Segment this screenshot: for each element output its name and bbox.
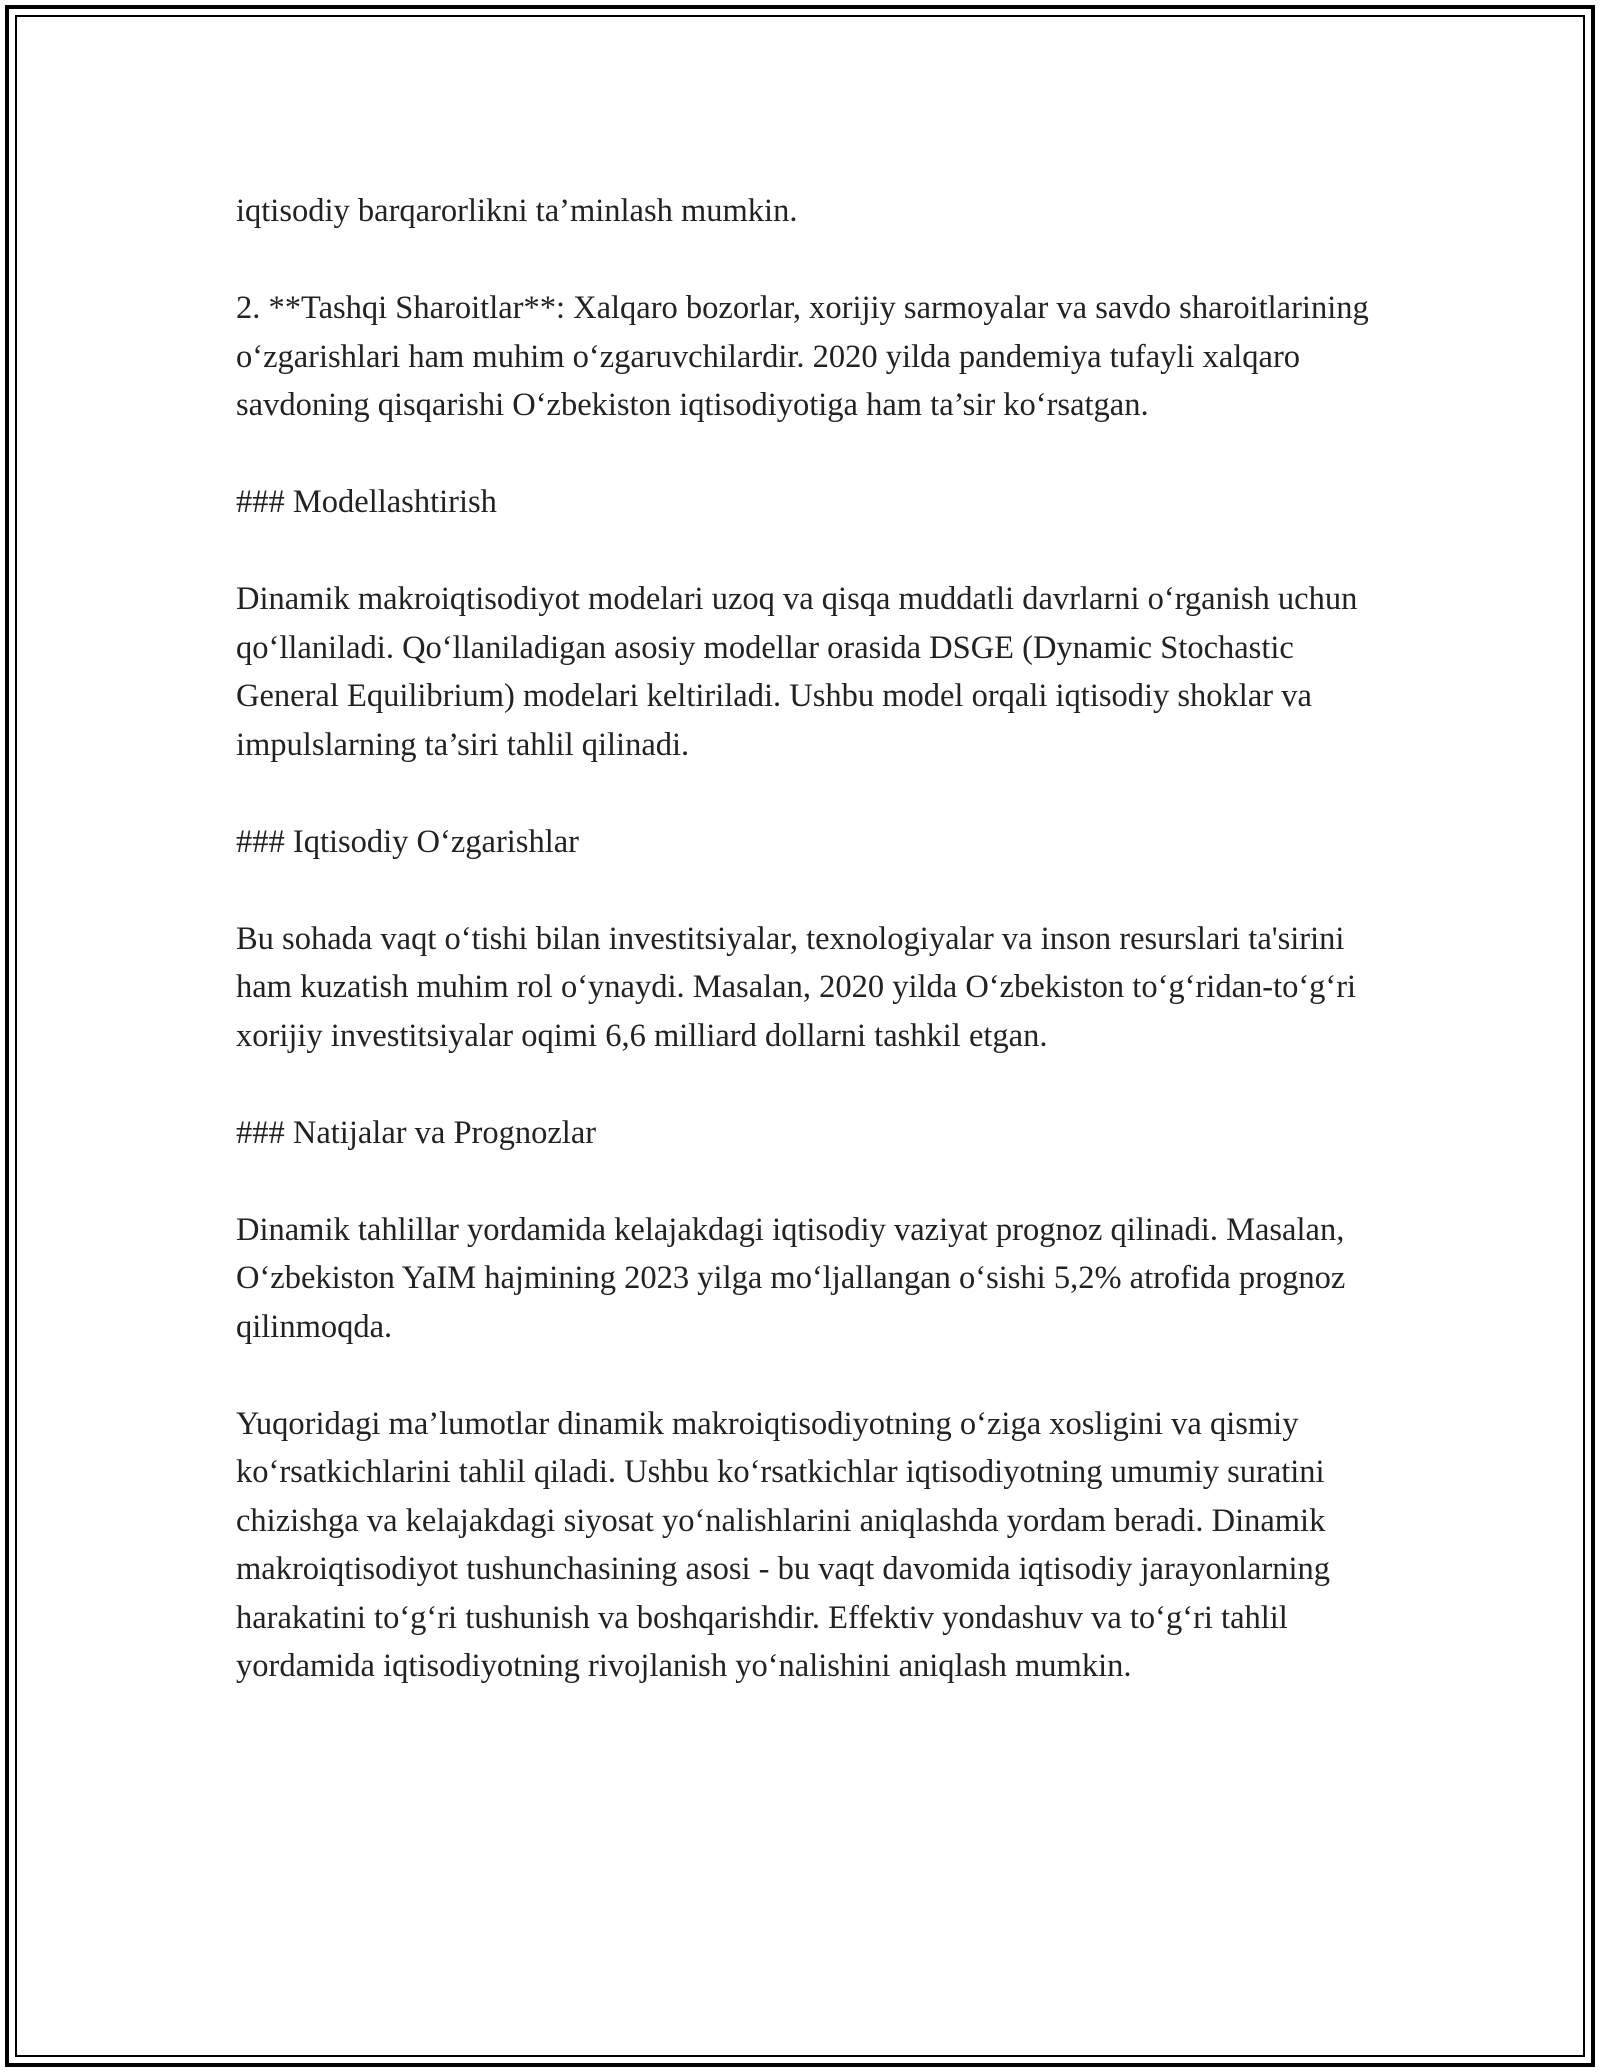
heading-economic-changes: ### Iqtisodiy O‘zgarishlar xyxy=(236,823,579,860)
paragraph-continuation: iqtisodiy barqarorlikni ta’minlash mumkin. xyxy=(236,193,798,229)
paragraph-external-conditions: 2. **Tashqi Sharoitlar**: Xalqaro bozorlar, xorijiy sarmoyalar va savdo sharoitlarining o‘zgarishlari ham muhim o‘zgaruvchilardir. 2020 yilda pandemiya tufayli xalqaro savdoning qisqarishi O‘zbekiston iqtisodiyotiga ham ta’sir ko‘rsatgan. xyxy=(236,290,1369,423)
paragraph-conclusion: Yuqoridagi ma’lumotlar dinamik makroiqtisodiyotning o‘ziga xosligini va qismiy ko‘rsatkichlarini tahlil qiladi. Ushbu ko‘rsatkichlar iqtisodiyotning umumiy suratini chizishga va kelajakdagi siyosat yo‘nalishlarini aniqlashda yordam beradi. Dinamik makroiqtisodiyot tushunchasining asosi - bu vaqt davomida iqtisodiy jarayonlarning harakatini to‘g‘ri tushunish va boshqarishdir. Effektiv yondashuv va to‘g‘ri tahlil yordamida iqtisodiyotning rivojlanish yo‘nalishini aniqlash mumkin. xyxy=(236,1405,1331,1684)
heading-results-forecasts: ### Natijalar va Prognozlar xyxy=(236,1114,597,1151)
document-body xyxy=(236,187,1376,1691)
heading-modelling: ### Modellashtirish xyxy=(236,484,497,520)
paragraph-results-forecasts: Dinamik tahlillar yordamida kelajakdagi iqtisodiy vaziyat prognoz qilinadi. Masalan, O‘zbekiston YaIM hajmining 2023 yilga mo‘ljallangan o‘sishi 5,2% atrofida prognoz qilinmoqda. xyxy=(236,1211,1346,1345)
paragraph-modelling: Dinamik makroiqtisodiyot modelari uzoq va qisqa muddatli davrlarni o‘rganish uchun qo‘llaniladi. Qo‘llaniladigan asosiy modellar orasida DSGE (Dynamic Stochastic General Equilibrium) modelari keltiriladi. Ushbu model orqali iqtisodiy shoklar va impulslarning ta’siri tahlil qilinadi. xyxy=(236,581,1358,763)
paragraph-economic-changes: Bu sohada vaqt o‘tishi bilan investitsiyalar, texnologiyalar va inson resurslari ta'sirini ham kuzatish muhim rol o‘ynaydi. Masalan, 2020 yilda O‘zbekiston to‘g‘ridan-to‘g‘ri xorijiy investitsiyalar oqimi 6,6 milliard dollarni tashkil etgan. xyxy=(236,920,1357,1054)
